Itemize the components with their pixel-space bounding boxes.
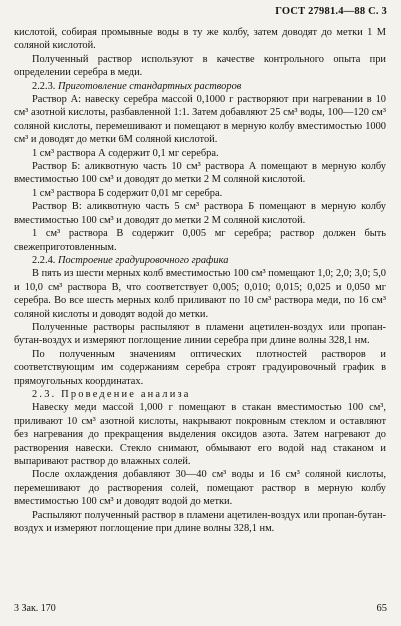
body-text	[14, 26, 386, 535]
section-heading	[14, 254, 386, 267]
page-number: 65	[376, 603, 387, 614]
paragraph: кислотой, собирая промывные воды в ту же колбу, затем доводят до метки 1 М соляной кислотой.	[14, 27, 386, 52]
paragraph: Полученный раствор используют в качестве контрольного опыта при определении серебра в меди.	[14, 53, 386, 79]
paragraph: Раствор В: аликвотную часть 5 см³ раствора Б помещают в мерную колбу вместимостью 100 см³ и доводят до метки 2 М соляной кислотой.	[14, 201, 386, 226]
section-number: 2.2.4.	[32, 254, 58, 266]
paragraph: 1 см³ раствора А содержит 0,1 мг серебра.	[32, 147, 219, 159]
section-title: Приготовление стандартных растворов	[57, 80, 242, 92]
paragraph: В пять из шести мерных колб вместимостью 100 см³ помещают 1,0; 2,0; 3,0; 5,0 и 10,0 см³ раствора В, что соответствует 0,005; 0,010; 0,015; 0,025 и 0,050 мг серебра. Во все шесть мерных колб приливают по 10 см³ раствора меди, по 16 см³ соляной кислоты и доводят водой до метки.	[14, 268, 386, 320]
section-heading	[14, 80, 386, 93]
paragraph: Раствор Б: аликвотную часть 10 см³ раствора А помещают в мерную колбу вместимостью 100 см³ и доводят до метки 2 М соляной кислотой.	[14, 161, 386, 186]
paragraph: Навеску меди массой 1,000 г помещают в стакан вместимостью 100 см³, приливают 10 см³ азотной кислоты, накрывают покровным стеклом и оставляют без нагревания до прекращения выделения оксидов азота. Затем нагревают до растворения навески. Стекло снимают, обмывают его водой над стаканом и выпаривают раствор до влажных солей.	[14, 402, 386, 467]
section-heading: 2.3. Проведение анализа	[32, 388, 191, 400]
paragraph: Раствор А: навеску серебра массой 0,1000 г растворяют при нагревании в 10 см³ азотной кислоты, разбавленной 1:1. Затем добавляют 25 см³ воды, 100—120 см³ соляной кислоты, перемешивают и помещают в мерную колбу вместимостью 1000 см³ и доводят до метки 6М соляной кислотой.	[14, 94, 386, 146]
print-order-note: 3 Зак. 170	[14, 603, 56, 614]
paragraph: 1 см³ раствора Б содержит 0,01 мг серебра.	[32, 187, 223, 199]
paragraph: После охлаждения добавляют 30—40 см³ воды и 16 см³ соляной кислоты, перемешивают до растворения солей, помещают раствор в мерную колбу вместимостью 100 см³ и доводят водой до метки.	[14, 469, 386, 508]
paragraph: 1 см³ раствора В содержит 0,005 мг серебра; раствор должен быть свежеприготовленным.	[14, 228, 386, 253]
section-number: 2.2.3.	[32, 80, 58, 92]
section-title: Построение градуировочного графика	[57, 254, 229, 266]
paragraph: По полученным значениям оптических плотностей растворов и соответствующим им содержаниям серебра строят градуировочный график в прямоугольных координатах.	[14, 348, 386, 387]
paragraph: Полученные растворы распыляют в пламени ацетилен-воздух или пропан-бутан-воздух и измеряют поглощение линии серебра при длине волны 328,1 нм.	[14, 321, 386, 347]
paragraph: Распыляют полученный раствор в пламени ацетилен-воздух или пропан-бутан-воздух и измеряют поглощение при длине волны 328,1 нм.	[14, 509, 386, 535]
page-header: ГОСТ 27981.4—88 С. 3	[275, 6, 387, 17]
